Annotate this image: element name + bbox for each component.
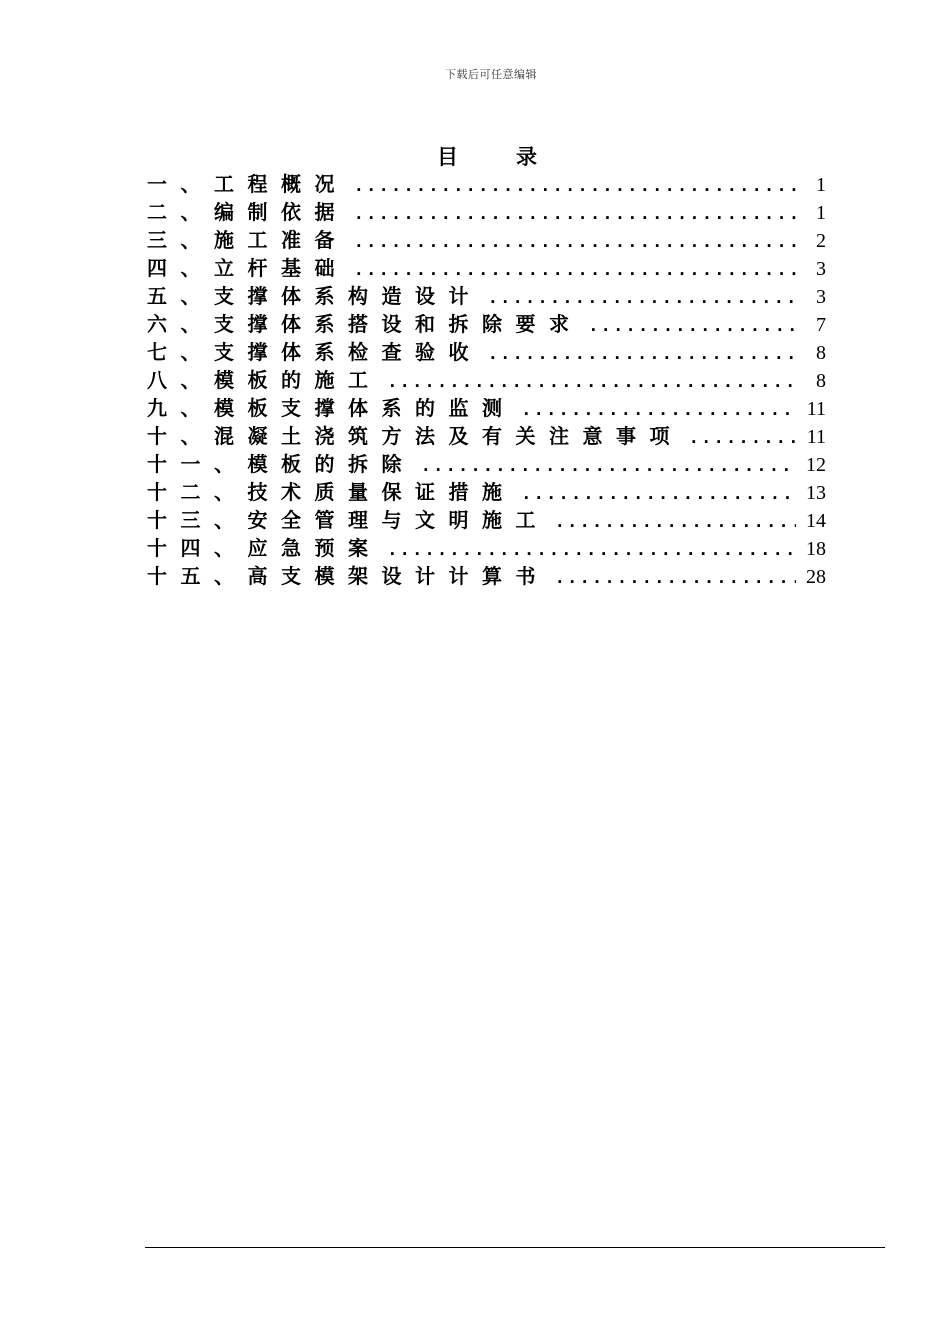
toc-entry-9[interactable] [147,394,826,422]
toc-entry-4[interactable] [147,254,826,282]
toc-entry-label: 十二、技术质量保证措施 [147,480,516,504]
toc-entry-label: 二、编制依据 [147,200,348,224]
toc-entry-14[interactable] [147,534,826,562]
toc-entry-page: 14 [806,510,826,532]
toc-entry-page: 18 [806,538,826,560]
toc-leader-dots [382,368,797,394]
toc-entry-page: 3 [816,258,826,280]
toc-entry-label: 三、施工准备 [147,228,348,252]
toc-entry-8[interactable] [147,366,826,394]
toc-title-right: 录 [516,145,537,169]
toc-entry-10[interactable] [147,422,826,450]
toc-entry-label: 六、支撑体系搭设和拆除要求 [147,312,583,336]
toc-leader-dots [516,480,797,506]
toc-entry-11[interactable] [147,450,826,478]
toc-entry-page: 8 [816,370,826,392]
toc-entry-page: 7 [816,314,826,336]
toc-entry-15[interactable] [147,562,826,590]
toc-leader-dots [415,452,796,478]
toc-title-left: 目 [437,145,458,169]
toc-leader-dots [583,312,797,338]
toc-entry-12[interactable] [147,478,826,506]
toc-leader-dots [348,172,796,198]
toc-entry-page: 1 [816,174,826,196]
toc-entry-label: 五、支撑体系构造设计 [147,284,482,308]
toc-entry-5[interactable] [147,282,826,310]
toc-title [0,141,950,171]
toc-entry-2[interactable] [147,198,826,226]
toc-entry-6[interactable] [147,310,826,338]
toc-entry-3[interactable] [147,226,826,254]
toc-entry-page: 28 [806,566,826,588]
toc-entry-label: 四、立杆基础 [147,256,348,280]
toc-leader-dots [516,396,797,422]
toc-entry-label: 十一、模板的拆除 [147,452,415,476]
toc-entry-label: 十五、高支模架设计计算书 [147,564,549,588]
toc-entry-label: 十、混凝土浇筑方法及有关注意事项 [147,424,683,448]
toc-entry-page: 11 [806,426,826,448]
toc-leader-dots [549,508,796,534]
toc-entry-page: 13 [806,482,826,504]
toc-entry-label: 十四、应急预案 [147,536,382,560]
toc-leader-dots [482,340,796,366]
toc-list [147,170,826,590]
toc-entry-page: 3 [816,286,826,308]
toc-entry-label: 九、模板支撑体系的监测 [147,396,516,420]
toc-entry-7[interactable] [147,338,826,366]
toc-entry-label: 十三、安全管理与文明施工 [147,508,549,532]
toc-leader-dots [482,284,796,310]
toc-leader-dots [683,424,796,450]
toc-entry-label: 七、支撑体系检查验收 [147,340,482,364]
toc-entry-page: 1 [816,202,826,224]
toc-entry-page: 8 [816,342,826,364]
toc-entry-13[interactable] [147,506,826,534]
toc-entry-1[interactable] [147,170,826,198]
footer-rule [145,1247,885,1248]
toc-entry-label: 八、模板的施工 [147,368,382,392]
toc-entry-page: 12 [806,454,826,476]
toc-entry-page: 2 [816,230,826,252]
toc-leader-dots [348,228,796,254]
toc-leader-dots [382,536,797,562]
toc-leader-dots [348,200,796,226]
toc-leader-dots [348,256,796,282]
toc-entry-label: 一、工程概况 [147,172,348,196]
toc-leader-dots [549,564,796,590]
toc-entry-page: 11 [806,398,826,420]
header-note: 下载后可任意编辑 [445,68,537,81]
